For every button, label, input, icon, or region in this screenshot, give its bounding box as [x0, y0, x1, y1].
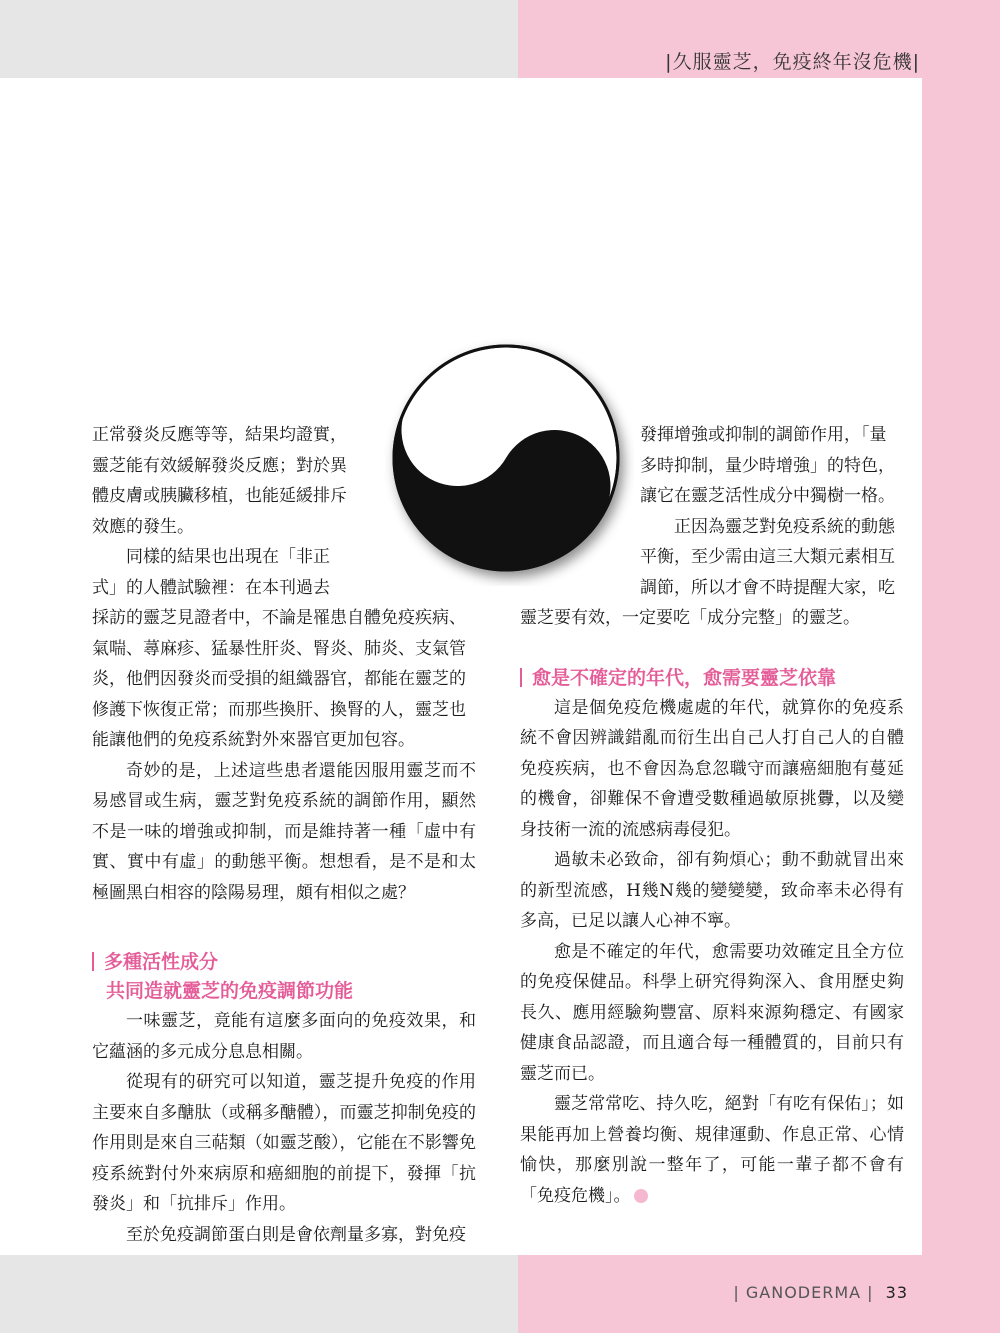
header-title-text: 久服靈芝，免疫終年沒危機: [672, 51, 913, 73]
right-wrap-block: [640, 420, 904, 603]
end-mark-pink-dot-icon: [634, 1189, 648, 1203]
top-gray-band: [0, 0, 518, 78]
text-line: 效應的發生。: [92, 516, 194, 537]
paragraph: 從現有的研究可以知道，靈芝提升免疫的作用主要來自多醣肽（或稱多醣體），而靈芝抑制免疫的作用則是來自三萜類（如靈芝酸），它能在不影響免疫系統對付外來病原和癌細胞的前提下，發揮「抗發炎」和「抗排斥」作用。: [92, 1072, 476, 1214]
right-pink-band: [922, 78, 1000, 1255]
footer-brand: GANODERMA: [745, 1283, 862, 1302]
text-line: 讓它在靈芝活性成分中獨樹一格。: [640, 486, 895, 506]
closing-text: 靈芝常常吃、持久吃，絕對「有吃有保佑」；如果能再加上營養均衡、規律運動、作息正常、心情愉快，那麼別說一整年了，可能一輩子都不會有「免疫危機」。: [520, 1094, 904, 1206]
text-line: 正常發炎反應等等，結果均證實，: [92, 425, 347, 445]
left-wrap-block: [92, 420, 354, 603]
yin-yang-symbol-icon: [378, 330, 634, 586]
section-heading-line1: 多種活性成分: [104, 951, 219, 973]
section-heading-line2: 共同造就靈芝的免疫調節功能: [106, 980, 354, 1002]
paragraph: 至於免疫調節蛋白則是會依劑量多寡，對免疫: [126, 1224, 466, 1245]
text-line: 發揮增強或抑制的調節作用，「量: [640, 425, 887, 445]
text-line: 靈芝能有效緩解發炎反應；對於異: [92, 455, 347, 476]
right-column: [520, 603, 904, 1211]
text-line: 調節，所以才會不時提醒大家，吃: [640, 577, 895, 598]
paragraph: 愈是不確定的年代，愈需要功效確定且全方位的免疫保健品。科學上研究得夠深入、食用歷史夠長久、應用經驗夠豐富、原料來源夠穩定、有國家健康食品認證，而且適合每一種體質的，目前只有靈芝而已。: [520, 941, 904, 1084]
text-line: 式」的人體試驗裡：在本刊過去: [92, 577, 330, 598]
text-line: 平衡，至少需由這三大類元素相互: [640, 547, 895, 567]
page-number: 33: [885, 1283, 908, 1302]
section-heading-text: 愈是不確定的年代，愈需要靈芝依靠: [532, 666, 837, 689]
text-line: 靈芝要有效，一定要吃「成分完整」的靈芝。: [520, 608, 860, 628]
text-line: 採訪的靈芝見證者中，不論是罹患自體免疫疾病、: [92, 608, 466, 628]
paragraph: 過敏未必致命，卻有夠煩心；動不動就冒出來的新型流感，H幾N幾的變變變，致命率未必得有多高，已足以讓人心神不寧。: [520, 850, 904, 931]
page-footer: | GANODERMA | 33: [733, 1283, 908, 1302]
paragraph: 奇妙的是，上述這些患者還能因服用靈芝而不易感冒或生病，靈芝對免疫系統的調節作用，顯然不是一味的增強或抑制，而是維持著一種「虛中有實、實中有虛」的動態平衡。想想看，是不是和太極圖黑白相容的陰陽易理，頗有相似之處？: [92, 760, 476, 903]
text-line: 炎，他們因發炎而受損的組織器官，都能在靈芝的: [92, 669, 466, 689]
left-column: [92, 603, 476, 1250]
text-line: 正因為靈芝對免疫系統的動態: [674, 516, 895, 537]
section-heading-2: [520, 664, 904, 693]
text-line: 多時抑制，量少時增強」的特色，: [640, 455, 895, 476]
text-line: 體皮膚或胰臟移植，也能延緩排斥: [92, 486, 347, 506]
paragraph: [520, 1089, 904, 1211]
paragraph: 一味靈芝，竟能有這麼多面向的免疫效果，和它蘊涵的多元成分息息相關。: [92, 1011, 476, 1062]
section-heading-1: [92, 948, 476, 977]
text-line: 同樣的結果也出現在「非正: [126, 547, 330, 567]
text-line: 修護下恢復正常；而那些換肝、換腎的人，靈芝也: [92, 699, 466, 720]
text-line: 能讓他們的免疫系統對外來器官更加包容。: [92, 730, 415, 750]
bottom-gray-band: [0, 1255, 518, 1333]
text-line: 氣喘、蕁麻疹、猛暴性肝炎、腎炎、肺炎、支氣管: [92, 638, 466, 659]
paragraph: 這是個免疫危機處處的年代，就算你的免疫系統不會因辨識錯亂而衍生出自己人打自己人的自體免疫疾病，也不會因為怠忽職守而讓癌細胞有蔓延的機會，卻難保不會遭受數種過敏原挑釁，以及變身技術一流的流感病毒侵犯。: [520, 697, 904, 840]
running-header: |久服靈芝，免疫終年沒危機|: [665, 51, 920, 73]
